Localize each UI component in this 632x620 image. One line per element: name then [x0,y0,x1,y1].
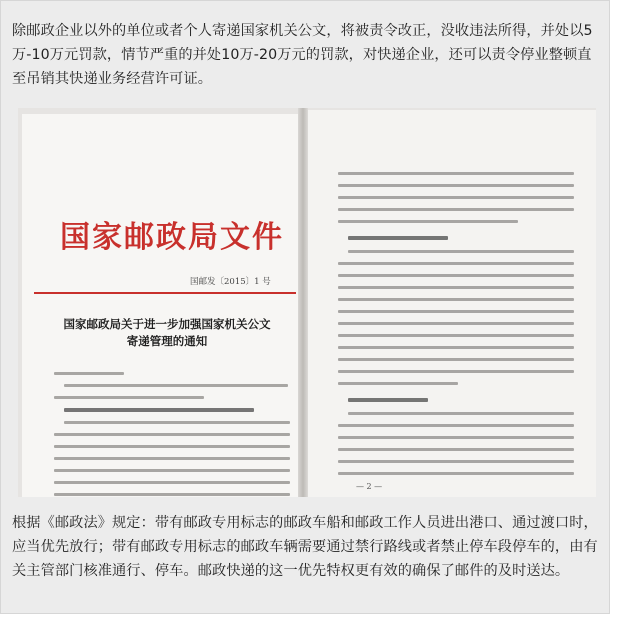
document-header: 国家邮政局文件 [60,220,284,255]
notice-title [52,316,282,350]
right-document-page [308,110,596,497]
notice-title-line-2: 寄递管理的通知 [126,334,208,348]
notice-title-line-1: 国家邮政局关于进一步加强国家机关公文 [63,317,271,331]
intro-paragraph: 除邮政企业以外的单位或者个人寄递国家机关公文，将被责令改正，没收违法所得，并处以5万-10万元罚款，情节严重的并处10万-20万元的罚款，对快递企业，还可以责令停业整顿直至吊销其快递业务经营许可证。 [12,23,593,87]
closing-paragraph: 根据《邮政法》规定：带有邮政专用标志的邮政车船和邮政工作人员进出港口、通过渡口时，应当优先放行；带有邮政专用标志的邮政车辆需要通过禁行路线或者禁止停车段停车的，由有关主管部门核准通行、停车。邮政快递的这一优先特权更有效的确保了邮件的及时送达。 [12,515,598,579]
document-number: 国邮发〔2015〕1 号 [190,277,271,287]
book-spine [298,108,308,497]
left-document-page [22,114,298,497]
red-divider-line [34,292,296,294]
document-photo [18,108,596,497]
right-page-number: — 2 — [356,482,383,491]
